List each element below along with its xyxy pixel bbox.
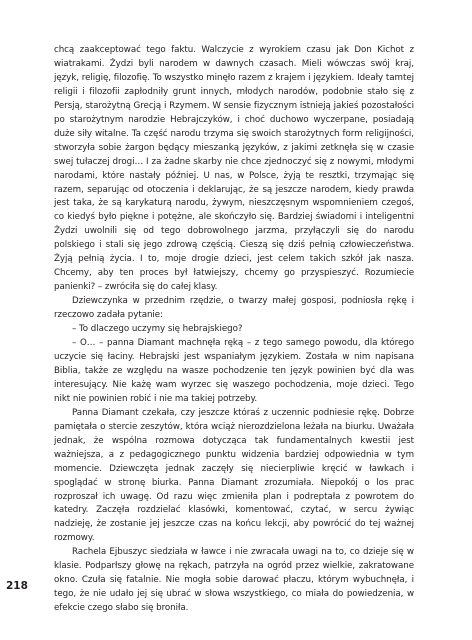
paragraph-6: Rachela Ejbuszyc siedziała w ławce i nie zwracała uwagi na to, co dzieje się w klasie. Podparłszy głowę na rękach, patrzyła na ogród przez wielkie, zakratowane okno. Czuła się fatalnie. Nie mogła sobie darować płaczu, którym wybuchnęła, i tego, że nie udało jej się ubrać w słowa wszystkiego, co miała do powiedzenia, w efekcie czego słabo się broniła. [54, 547, 414, 614]
body-text [54, 44, 414, 616]
paragraph-3: – To dlaczego uczymy się hebrajskiego? [72, 324, 243, 335]
paragraph-4: – O… – panna Diamant machnęła ręką – z tego samego powodu, dla którego uczycie się łaciny. Hebrajski jest wspaniałym językiem. Została w nim napisana Biblia, także ze względu na wasze pochodzenie ten język powinien być dla was interesujący. Nie każę wam wyrzec się waszego pochodzenia, moje dzieci. Tego nikt nie powinien robić i nie ma takiej potrzeby. [54, 338, 414, 404]
paragraph-5: Panna Diamant czekała, czy jeszcze któraś z uczennic podniesie rękę. Dobrze pamiętała o stercie zeszytów, która wciąż nierozdzielona leżała na biurku. Uważała jednak, że wspólna rozmowa dotycząca tak fundamentalnych kwestii jest ważniejsza, a z pedagogicznego punktu widzenia bardziej odpowiednia w tym momencie. Dziewczęta jednak zaczęły się niecierpliwie kręcić w ławkach i spoglądać w stronę biurka. Panna Diamant zrozumiała. Niepokój o los prac rozproszał ich uwagę. Od razu więc zmieniła plan i podreptała z powrotem do katedry. Zaczęła rozdzielać klasówki, komentować, czytać, w sercu żywiąc nadzieję, że zostanie jej jeszcze czas na końcu lekcji, aby powrócić do tej ważnej rozmowy. [54, 407, 414, 544]
page-number: 218 [6, 580, 28, 592]
paragraph-2: Dziewczynka w przednim rzędzie, o twarzy małej gosposi, podniosła rękę i rzeczowo zadała pytanie: [54, 296, 414, 321]
paragraph-1: chcą zaakceptować tego faktu. Walczycie z wyrokiem czasu jak Don Kichot z wiatrakami. Żydzi byli narodem w dawnych czasach. Mieli wówczas swój kraj, język, religię, filozofię. To wszystko minęło razem z krajem i językiem. Ideały tamtej religii i filozofii zapłodniły grunt innych, młodych narodów, podobnie stało się z Persją, starożytną Grecją i Rzymem. W sensie fizycznym istnieją jakieś pozostałości po starożytnym narodzie Hebrajczyków, i choć duchowo wyczerpane, posiadają duże siły witalne. Ta część narodu trzyma się swoich starożytnych form religijności, stworzyła sobie żargon będący mieszanką języków, z jakimi zetknęła się w czasie swej tułaczej drogi… I za żadne skarby nie chce zjednoczyć się z nowymi, młodymi narodami, które nastały później. U nas, w Polsce, żyją te resztki, trzymając się razem, separując od otoczenia i deklarując, że są jeszcze narodem, kiedy prawda jest taka, że są karykaturą narodu, żywym, nieszczęsnym wspomnieniem czegoś, co kiedyś było piękne i potężne, ale skończyło się. Bardziej świadomi i inteligentni Żydzi uwolnili się od tego dobrowolnego jarzma, przyłączyli się do narodu polskiego i stali się jego zdrową częścią. Cieszą się dziś pełnią człowieczeństwa. Żyją pełnią życia. I to, moje drogie dzieci, jest celem takich szkół jak nasza. Chcemy, aby ten proces był łatwiejszy, chcemy go przyspieszyć. Rozumiecie panienki? – zwróciła się do całej klasy. [54, 45, 414, 293]
